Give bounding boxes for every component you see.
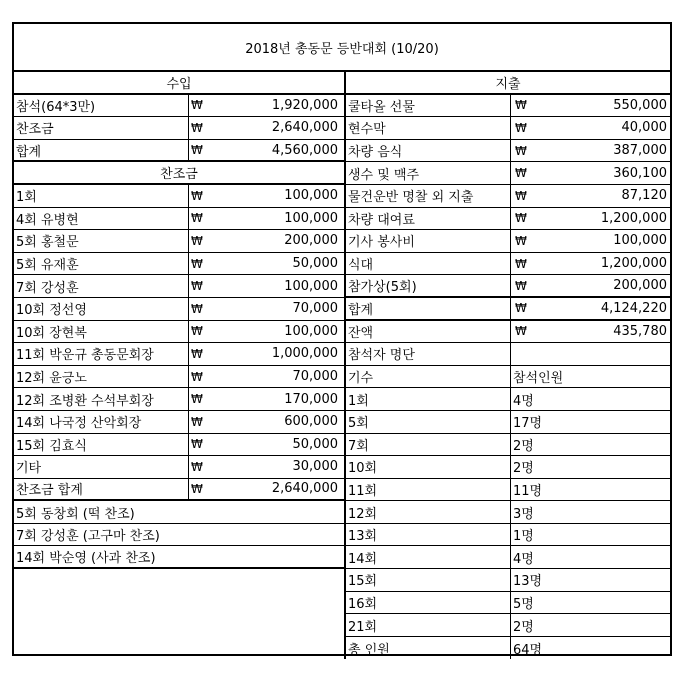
attendee-total-label: 총 인원 (348, 642, 390, 658)
in-kind-label: 7회 강성훈 (고구마 찬조) (16, 529, 160, 545)
income-row (14, 95, 344, 118)
income-amount: 2,640,000 (271, 120, 338, 136)
sponsor-row (14, 230, 344, 253)
sponsor-amount: 100,000 (284, 210, 338, 226)
sponsor-amount: 50,000 (292, 436, 338, 452)
attendee-class: 5회 (348, 416, 369, 432)
attendee-class: 1회 (348, 393, 369, 409)
won-symbol: ₩ (188, 117, 212, 139)
budget-sheet (12, 22, 672, 656)
in-kind-row (14, 546, 344, 569)
won-symbol: ₩ (188, 298, 212, 320)
won-symbol: ₩ (188, 366, 212, 388)
attendee-row (346, 434, 670, 457)
attendee-row (346, 569, 670, 592)
in-kind-label: 5회 동창회 (떡 찬조) (16, 506, 135, 522)
won-symbol: ₩ (188, 456, 212, 478)
income-header-row (14, 72, 344, 95)
attendee-count: 1명 (510, 524, 670, 546)
won-symbol: ₩ (510, 230, 534, 252)
in-kind-row (14, 524, 344, 547)
sponsor-row (14, 253, 344, 276)
sponsor-amount: 600,000 (284, 414, 338, 430)
sponsor-label: 5회 유재훈 (16, 258, 79, 274)
sponsor-row (14, 208, 344, 231)
attendee-class: 16회 (348, 596, 378, 612)
attendee-row (346, 388, 670, 411)
balance-amount: 435,780 (613, 323, 667, 339)
income-total-label: 합계 (16, 144, 42, 160)
in-kind-label: 14회 박순영 (사과 찬조) (16, 551, 156, 567)
sponsor-label: 15회 김효식 (16, 438, 87, 454)
sponsorship-header-row (14, 162, 344, 185)
sponsor-row (14, 185, 344, 208)
sponsor-label: 12회 윤긍노 (16, 371, 87, 387)
won-symbol: ₩ (188, 321, 212, 343)
expense-amount: 387,000 (613, 143, 667, 159)
won-symbol: ₩ (510, 185, 534, 207)
expense-amount: 360,100 (613, 165, 667, 181)
sponsor-total-amount: 2,640,000 (271, 481, 338, 497)
sponsor-label: 4회 유병현 (16, 212, 79, 228)
won-symbol: ₩ (510, 253, 534, 275)
sponsor-label: 기타 (16, 461, 42, 477)
expense-row (346, 230, 670, 253)
attendee-row (346, 411, 670, 434)
expense-total-label: 합계 (348, 302, 374, 318)
sponsor-amount: 70,000 (292, 369, 338, 385)
sponsor-label: 5회 홍철문 (16, 235, 79, 251)
won-symbol: ₩ (188, 253, 212, 275)
sponsor-label: 11회 박운규 총동문회장 (16, 348, 154, 364)
sponsor-amount: 1,000,000 (271, 346, 338, 362)
sponsor-label: 1회 (16, 190, 37, 206)
expense-total-amount: 4,124,220 (600, 300, 667, 316)
sponsor-amount: 170,000 (284, 391, 338, 407)
income-label: 찬조금 (16, 122, 54, 138)
sponsor-amount: 30,000 (292, 459, 338, 475)
attendee-count: 2명 (510, 456, 670, 478)
attendees-columns-row (346, 366, 670, 389)
sponsor-row (14, 456, 344, 479)
attendee-class: 14회 (348, 551, 378, 567)
sponsor-amount: 70,000 (292, 301, 338, 317)
sponsor-label: 10회 정선영 (16, 303, 87, 319)
attendees-header-blank (510, 343, 670, 365)
attendee-row (346, 614, 670, 637)
won-symbol: ₩ (510, 117, 534, 139)
income-total-row (14, 140, 344, 163)
won-symbol: ₩ (188, 343, 212, 365)
won-symbol: ₩ (188, 411, 212, 433)
expense-header: 지출 (495, 76, 521, 92)
income-row (14, 117, 344, 140)
expense-row (346, 208, 670, 231)
won-symbol: ₩ (188, 208, 212, 230)
income-header: 수입 (166, 76, 192, 92)
column-class: 기수 (348, 371, 374, 387)
attendee-row (346, 501, 670, 524)
sponsor-row (14, 298, 344, 321)
expense-row (346, 162, 670, 185)
attendee-count: 13명 (510, 569, 670, 591)
attendee-class: 13회 (348, 529, 378, 545)
sponsor-amount: 100,000 (284, 323, 338, 339)
won-symbol: ₩ (188, 434, 212, 456)
expense-row (346, 253, 670, 276)
expense-label: 쿨타올 선물 (348, 99, 415, 115)
expense-label: 참가상(5회) (348, 280, 417, 296)
sponsor-row (14, 275, 344, 298)
income-total-amount: 4,560,000 (271, 142, 338, 158)
sponsor-amount: 50,000 (292, 256, 338, 272)
sponsor-amount: 100,000 (284, 278, 338, 294)
won-symbol: ₩ (510, 208, 534, 230)
expense-total-row (346, 298, 670, 321)
balance-row (346, 321, 670, 344)
sponsor-label: 12회 조병환 수석부회장 (16, 393, 154, 409)
expense-label: 차량 음식 (348, 145, 403, 161)
attendee-class: 11회 (348, 483, 378, 499)
sponsor-row (14, 388, 344, 411)
attendee-count: 3명 (510, 501, 670, 523)
attendees-header-row (346, 343, 670, 366)
attendee-class: 15회 (348, 574, 378, 590)
won-symbol: ₩ (510, 275, 534, 296)
attendee-count: 4명 (510, 546, 670, 568)
won-symbol: ₩ (188, 185, 212, 207)
income-label: 참석(64*3만) (16, 99, 96, 115)
won-symbol: ₩ (188, 140, 212, 161)
expense-amount: 200,000 (613, 278, 667, 294)
expense-row (346, 117, 670, 140)
attendee-count: 2명 (510, 434, 670, 456)
expense-row (346, 185, 670, 208)
attendee-total-count: 64명 (510, 637, 670, 660)
sheet-title: 2018년 총동문 등반대회 (10/20) (14, 24, 670, 72)
attendee-count: 11명 (510, 479, 670, 501)
won-symbol: ₩ (188, 388, 212, 410)
sponsor-amount: 100,000 (284, 188, 338, 204)
won-symbol: ₩ (510, 321, 534, 343)
won-symbol: ₩ (188, 95, 212, 117)
sponsor-total-label: 찬조금 합계 (16, 483, 83, 499)
attendee-count: 5명 (510, 592, 670, 614)
expense-row (346, 275, 670, 298)
attendee-row (346, 524, 670, 547)
sponsor-label: 10회 장현복 (16, 325, 87, 341)
attendee-row (346, 456, 670, 479)
sponsor-total-row (14, 479, 344, 502)
won-symbol: ₩ (510, 298, 534, 319)
attendee-class: 10회 (348, 461, 378, 477)
income-column (14, 72, 344, 569)
won-symbol: ₩ (188, 275, 212, 297)
expense-label: 식대 (348, 258, 374, 274)
attendees-header: 참석자 명단 (348, 348, 415, 364)
expense-label: 현수막 (348, 122, 386, 138)
attendee-class: 12회 (348, 506, 378, 522)
expense-row (346, 95, 670, 118)
income-amount: 1,920,000 (271, 97, 338, 113)
expense-amount: 40,000 (621, 120, 667, 136)
expense-label: 생수 및 맥주 (348, 167, 420, 183)
attendee-row (346, 546, 670, 569)
column-count: 참석인원 (510, 366, 670, 388)
sponsor-label: 14회 나국정 산악회장 (16, 416, 142, 432)
expense-column (344, 72, 670, 659)
attendee-count: 2명 (510, 614, 670, 636)
expense-header-row (346, 72, 670, 95)
won-symbol: ₩ (188, 230, 212, 252)
expense-label: 기사 봉사비 (348, 235, 415, 251)
expense-amount: 550,000 (613, 97, 667, 113)
sponsor-row (14, 321, 344, 344)
attendee-class: 7회 (348, 438, 369, 454)
won-symbol: ₩ (510, 162, 534, 184)
sponsor-row (14, 343, 344, 366)
attendee-total-row (346, 637, 670, 660)
expense-amount: 87,120 (621, 188, 667, 204)
expense-row (346, 140, 670, 163)
sponsor-row (14, 411, 344, 434)
sponsor-row (14, 434, 344, 457)
won-symbol: ₩ (510, 95, 534, 117)
expense-amount: 100,000 (613, 233, 667, 249)
in-kind-row (14, 501, 344, 524)
attendee-count: 17명 (510, 411, 670, 433)
attendee-row (346, 592, 670, 615)
expense-label: 물건운반 명찰 외 지출 (348, 190, 474, 206)
sponsorship-header: 찬조금 (160, 167, 198, 183)
won-symbol: ₩ (510, 140, 534, 162)
balance-label: 잔액 (348, 325, 374, 341)
won-symbol: ₩ (188, 479, 212, 500)
attendee-class: 21회 (348, 619, 378, 635)
expense-label: 차량 대여료 (348, 212, 415, 228)
sponsor-amount: 200,000 (284, 233, 338, 249)
expense-amount: 1,200,000 (600, 256, 667, 272)
attendee-count: 4명 (510, 388, 670, 410)
expense-amount: 1,200,000 (600, 210, 667, 226)
attendee-row (346, 479, 670, 502)
sponsor-row (14, 366, 344, 389)
sponsor-label: 7회 강성훈 (16, 280, 79, 296)
